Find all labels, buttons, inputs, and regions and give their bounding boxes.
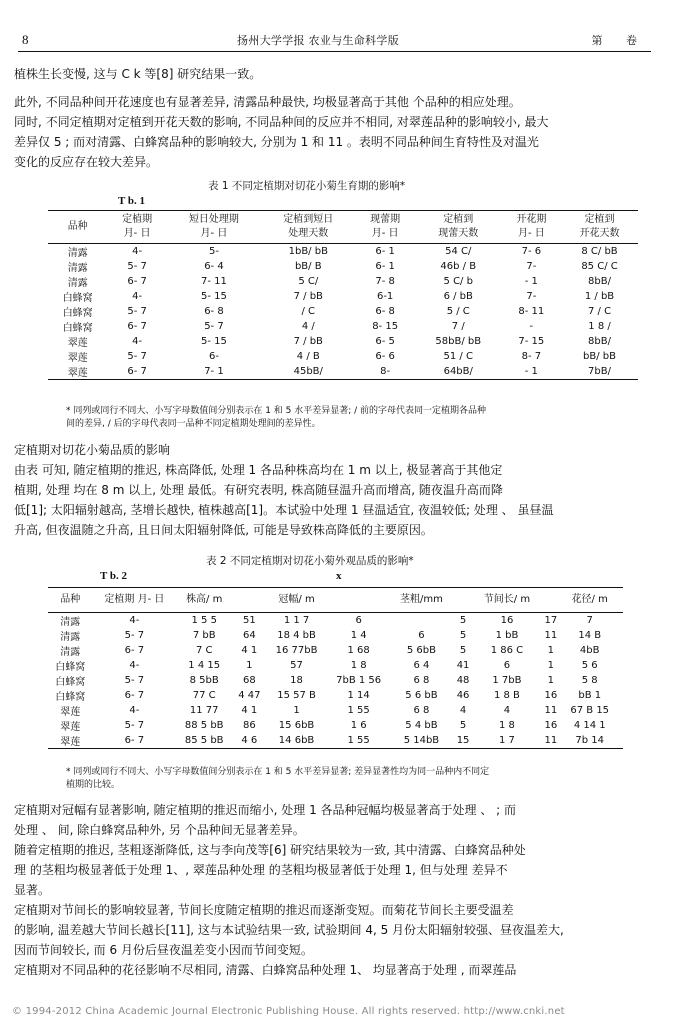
table-cell: 88 5 bB [184,720,224,731]
table-cell: 1 6 [350,720,367,731]
table-cell: 54 C/ [445,246,472,257]
table-cell: 翠莲 [60,707,81,718]
table-cell: 15 57 B [277,690,316,701]
table-row [48,733,623,749]
paragraph-1 [14,64,674,84]
table-cell: 1 [246,660,253,671]
table-cell: 5- 7 [124,720,145,731]
table-cell: 7 [586,615,593,626]
table-cell: 67 B 15 [570,705,610,716]
text-line: 因而节间较长, 而 6 月份后昼夜温差变小因而节间变短。 [14,943,313,957]
text-line: 定植期对冠幅有显著影响, 随定植期的推迟而缩小, 处理 1 各品种冠幅均极显著高于处理 、 ; 而 [14,803,517,817]
table-cell: 4- [129,705,140,716]
table-cell: 7- 6 [521,246,542,257]
table-cell: 6- 7 [124,735,145,746]
table-cell: 64bB/ [443,366,473,377]
table-cell: 清露 [67,263,88,274]
column-header: 定植期 月- 日 [104,594,165,605]
table-cell: 1 bB [495,630,519,641]
note-line: * 同列或同行不同大、小写字母数值间分别表示在 1 和 5 水平差异显著; / 前的字母代表同一定植期各品种 [66,406,487,416]
column-header: 开花期 月- 日 [516,214,547,239]
table-cell: 6- 7 [127,321,147,332]
text-line: 处理 、 间, 除白蜂窝品种外, 另 个品种间无显著差异。 [14,823,305,837]
journal-title: 扬州大学学报 农业与生命科学版 [237,34,399,47]
table-cell: 7- 1 [204,366,224,377]
table-cell: 7 / [451,321,465,332]
text-line: 随着定植期的推迟, 茎粗逐渐降低, 这与李向茂等[6] 研究结果较为一致, 其中清露、白蜂窝品种处 [14,843,526,857]
paragraph-2 [14,92,674,172]
table-cell: 1 8 [350,660,367,671]
table-row [48,334,638,349]
table-cell: 11 [544,705,558,716]
table-cell: 6- 7 [124,645,145,656]
column-header [452,588,474,613]
table-cell: 6- 5 [375,336,395,347]
table-cell: 5 C/ [298,276,319,287]
column-header: 株高/ m [186,594,223,605]
table-cell: 17 [544,615,558,626]
table-cell: 6- 1 [375,246,395,257]
column-header: 定植到短日 处理天数 [283,214,334,239]
table-cell: 白蜂窝 [55,662,86,673]
page-number: 8 [22,32,29,47]
column-header: 定植到 现蕾天数 [438,214,479,239]
table-cell: 8- 7 [521,351,542,362]
table-cell: 11 77 [189,705,219,716]
table-cell: 16 [544,720,558,731]
table-cell: 1 5 5 [191,615,217,626]
note-line: * 同列或同行不同大、小写字母数值间分别表示在 1 和 5 水平差异显著; 差异显著性均为同一品种内不同定 [66,767,490,777]
table-cell: 4 1 [241,645,258,656]
table-cell: 1 [547,675,555,686]
section-heading: 定植期对切花小菊品质的影响 [14,443,171,457]
table-cell: 14 6bB [278,735,315,746]
table-row [48,289,638,304]
table-cell: 6 [503,660,511,671]
column-header: 现蕾期 月- 日 [370,214,401,239]
table-cell: 8bB/ [588,276,611,287]
table-cell: 5- 7 [127,306,147,317]
table-cell: 4 [503,705,511,716]
table-cell: 1 8 [498,720,515,731]
table-row [48,658,623,673]
table-cell: 1bB/ bB [288,246,328,257]
table-cell: 白蜂窝 [62,293,93,304]
column-header: 冠幅/ m [278,594,315,605]
text-line: 同时, 不同定植期对定植到开花天数的影响, 不同品种间的反应并不相同, 对翠莲品种的影响较小, 最大 [14,115,549,129]
table-cell: 翠莲 [67,353,88,364]
table-cell: 1 8 B [493,690,520,701]
table-1 [48,210,638,380]
table-row [48,643,623,658]
table-cell: 4- [132,291,143,302]
table-2 [48,587,623,749]
volume-label: 第 卷 [591,34,647,47]
table-cell: 85 5 bB [184,735,224,746]
table-cell: 清露 [60,647,81,658]
table-cell: 5 6 [581,660,598,671]
table2-english-caption-end: x [336,570,342,582]
page-header [22,32,647,48]
table-cell: 6- 7 [124,690,145,701]
table-cell: 1 86 C [490,645,524,656]
table-cell: 5 [459,615,467,626]
table-cell: 6- 7 [127,366,147,377]
table-cell: 5 [459,645,467,656]
table-cell: 4- [129,615,140,626]
table-cell: 86 [242,720,256,731]
table-cell: 57 [290,660,303,671]
table-cell: 5 [459,720,467,731]
column-header: 短日处理期 月- 日 [188,214,239,239]
table-cell: 1 1 7 [283,615,310,626]
table-cell: 1 55 [347,735,370,746]
table-cell: 白蜂窝 [62,323,93,334]
table-cell: 1 14 [347,690,370,701]
table-cell: 6 8 [413,675,430,686]
column-header: 品种 [67,221,88,232]
table-cell: 6-1 [376,291,394,302]
table-row [48,349,638,364]
table-cell: 5- 7 [127,261,147,272]
table-cell: 清露 [60,632,81,643]
text-line: 此外, 不同品种间开花速度也有显著差异, 清露品种最快, 均极显著高于其他 个品种的相应处理。 [14,95,521,109]
table-cell: 7bB/ [588,366,611,377]
note-line: 植期的比较。 [66,780,121,790]
table-cell: 7- 15 [518,336,545,347]
table-cell: 4 / B [296,351,320,362]
text-line: 显著。 [14,883,51,897]
table-cell: - 1 [524,366,538,377]
table-cell: 清露 [67,278,88,289]
table-cell: 4 6 [241,735,258,746]
table-cell: 5 14bB [403,735,440,746]
table-cell: 7 bB [192,630,216,641]
table-cell: 白蜂窝 [55,692,86,703]
text-line: 的影响, 温差越大节间长越长[11], 这与本试验结果一致, 试验期间 4, 5 月份太阳辐射较强、昼夜温差大, [14,923,564,937]
table-cell: bB/ bB [583,351,616,362]
table-cell: 1 4 [350,630,367,641]
table-cell: 5 8 [581,675,598,686]
table-cell: 8- 15 [372,321,399,332]
table-row [48,364,638,380]
table1-note [66,405,626,431]
table-cell: 46 [456,690,470,701]
table-cell: 6- [208,351,219,362]
table-cell [391,613,452,629]
table-cell: 45bB/ [293,366,323,377]
table-cell: 1 8 / [588,321,611,332]
table-cell: 5 4 bB [405,720,438,731]
table-cell: 8 5bB [189,675,219,686]
table-row [48,703,623,718]
copyright-footer: © 1994-2012 China Academic Journal Electronic Publishing House. All rights reserved. http://www.cnki.net [12,1006,565,1017]
table-cell: 清露 [60,617,81,628]
table-row [48,319,638,334]
table-cell: bB 1 [578,690,602,701]
table-cell: 4 1 [241,705,258,716]
column-header: 茎粗/mm [400,594,443,605]
text-line: 定植期对不同品种的花径影响不尽相同, 清露、白蜂窝品种处理 1、 均显著高于处理 , 而翠莲品 [14,963,517,977]
table-cell: 5- [208,246,219,257]
table-cell: 8 C/ bB [581,246,618,257]
table-cell: 1 / bB [584,291,615,302]
paragraph-3 [14,440,674,540]
table-cell: 翠莲 [67,338,88,349]
table-cell: 7b 14 [575,735,605,746]
table-cell: 46b / B [440,261,477,272]
table-row [48,613,623,629]
table2-caption: 表 2 不同定植期对切花小菊外观品质的影响* [206,555,414,567]
text-line: 植期, 处理 均在 8 m 以上, 处理 最低。有研究表明, 株高随昼温升高而增高, 随夜温升高而降 [14,483,503,497]
table-cell: 5 6 bB [405,690,438,701]
table-cell: 8- [380,366,391,377]
table-cell: 5- 7 [127,351,147,362]
table-cell: 5 [459,630,467,641]
table-cell: 18 [290,675,303,686]
table-cell: 64 [242,630,256,641]
table-cell: 15 [456,735,470,746]
note-line: 间的差异, / 后的字母代表同一品种不同定植期处理间的差异性。 [66,419,321,429]
column-header: 花径/ m [571,594,608,605]
table-cell: 白蜂窝 [55,677,86,688]
table-cell: 6- 6 [375,351,395,362]
table-cell: 6- 7 [127,276,147,287]
table-cell: 4 / [301,321,315,332]
text-line: 低[1]; 太阳辐射越高, 茎增长越快, 植株越高[1]。本试验中处理 1 昼温适宜, 夜温较低; 处理 、 虽昼温 [14,503,554,517]
table-cell: bB/ B [294,261,322,272]
table-cell: 6 [355,615,362,626]
table-cell: 7 / bB [293,336,323,347]
table-cell: 48 [456,675,470,686]
table-cell: 6 [418,630,425,641]
table-cell: 7- [526,291,537,302]
table-cell: 6- 4 [204,261,224,272]
table-cell: 51 / C [443,351,473,362]
column-header: 定植期 月- 日 [122,214,153,239]
table-cell: 68 [242,675,256,686]
column-header [327,588,391,613]
table-cell: 1 [293,705,300,716]
table-cell: 6 8 [413,705,430,716]
table-cell: 7 / bB [293,291,323,302]
column-header [232,588,266,613]
table-cell: 5- 7 [124,630,145,641]
table-row [48,673,623,688]
table-cell: 1 [547,645,555,656]
table-row [48,244,638,260]
table-cell: 4 47 [238,690,261,701]
table-cell: 77 C [192,690,216,701]
table-cell: 6- 8 [375,306,395,317]
table-cell: 7- [526,261,537,272]
table-row [48,688,623,703]
table-cell: 5- 7 [204,321,224,332]
column-header [618,588,623,613]
table-cell: 7bB 1 56 [336,675,382,686]
table-cell: 15 6bB [278,720,315,731]
table-cell: 4- [132,246,143,257]
table-cell: 白蜂窝 [62,308,93,319]
table-cell: 41 [456,660,470,671]
table-cell: 14 B [578,630,602,641]
paragraph-4 [14,800,674,980]
table-row [48,304,638,319]
table-cell: 18 4 bB [277,630,316,641]
text-line: 植株生长变慢, 这与 C k 等[8] 研究结果一致。 [14,67,262,81]
column-header: 定植到 开花天数 [579,214,620,239]
header-rule [18,51,651,52]
table-cell: 11 [544,735,558,746]
table2-note [66,766,626,792]
table-cell: 7- 8 [375,276,395,287]
table-cell: - 1 [524,276,538,287]
table-cell: 6 4 [413,660,430,671]
table2-english-caption: T b. 2 [100,570,128,582]
table-cell: 4 14 1 [573,720,606,731]
text-line: 变化的反应存在较大差异。 [14,155,159,169]
table-cell: 4- [132,336,143,347]
table-row [48,718,623,733]
table-cell: 清露 [67,248,88,259]
table-cell: 翠莲 [67,368,88,379]
table-cell: 16 [544,690,558,701]
table-cell: 翠莲 [60,722,81,733]
table-cell: 翠莲 [60,737,81,748]
table-cell: - [529,321,534,332]
table-cell: 51 [242,615,256,626]
table-cell: 7 C [195,645,213,656]
table-cell: 6- 1 [375,261,395,272]
table-cell: 1 4 15 [188,660,221,671]
text-line: 差异仅 5 ; 而对清露、白蜂窝品种的影响较大, 分别为 1 和 11 。表明不同品种间生育特性及对温光 [14,135,539,149]
table-cell: 4- [129,660,140,671]
table-cell: 11 [544,630,558,641]
table-cell: 5- 15 [201,291,227,302]
table-cell: 1 68 [347,645,370,656]
table1-english-caption: T b. 1 [118,195,146,207]
table-cell: 16 [500,615,514,626]
table-cell: / C [301,306,316,317]
column-header: 节间长/ m [483,594,531,605]
table-cell: 7 / C [587,306,612,317]
table-row [48,259,638,274]
table-cell: 6 / bB [443,291,473,302]
table-cell: 4 [459,705,467,716]
table-cell: 4bB [579,645,600,656]
table-cell: 58bB/ bB [435,336,482,347]
table1-caption: 表 1 不同定植期对切花小菊生育期的影响* [208,180,406,192]
table-cell: 1 7 [498,735,515,746]
text-line: 由表 可知, 随定植期的推迟, 株高降低, 处理 1 各品种株高均在 1 m 以上, 极显著高于其他定 [14,463,503,477]
table-cell: 6- 8 [204,306,224,317]
table-cell: 5- 7 [124,675,145,686]
table-cell: 5- 15 [201,336,227,347]
table-cell: 7- 11 [201,276,227,287]
column-header: 品种 [60,594,81,605]
table-cell: 1 [547,660,555,671]
table-cell: 1 55 [347,705,370,716]
table-row [48,628,623,643]
table-cell: 1 7bB [492,675,522,686]
table-cell: 5 6bB [406,645,436,656]
table-cell: 5 / C [446,306,470,317]
table-cell: 85 C/ C [581,261,618,272]
table-cell: 8bB/ [588,336,611,347]
table-cell: 16 77bB [275,645,318,656]
table-cell: 8- 11 [518,306,545,317]
table-cell: 5 C/ b [443,276,473,287]
text-line: 定植期对节间长的影响较显著, 节间长度随定植期的推迟而逐渐变短。而菊花节间长主要受温差 [14,903,514,917]
text-line: 理 的茎粗均极显著低于处理 1、, 翠莲品种处理 的茎粗均极显著低于处理 1, 但与处理 差异不 [14,863,508,877]
text-line: 升高, 但夜温随之升高, 且日间太阳辐射降低, 可能是导致株高降低的主要原因。 [14,523,433,537]
column-header [540,588,562,613]
table-row [48,274,638,289]
